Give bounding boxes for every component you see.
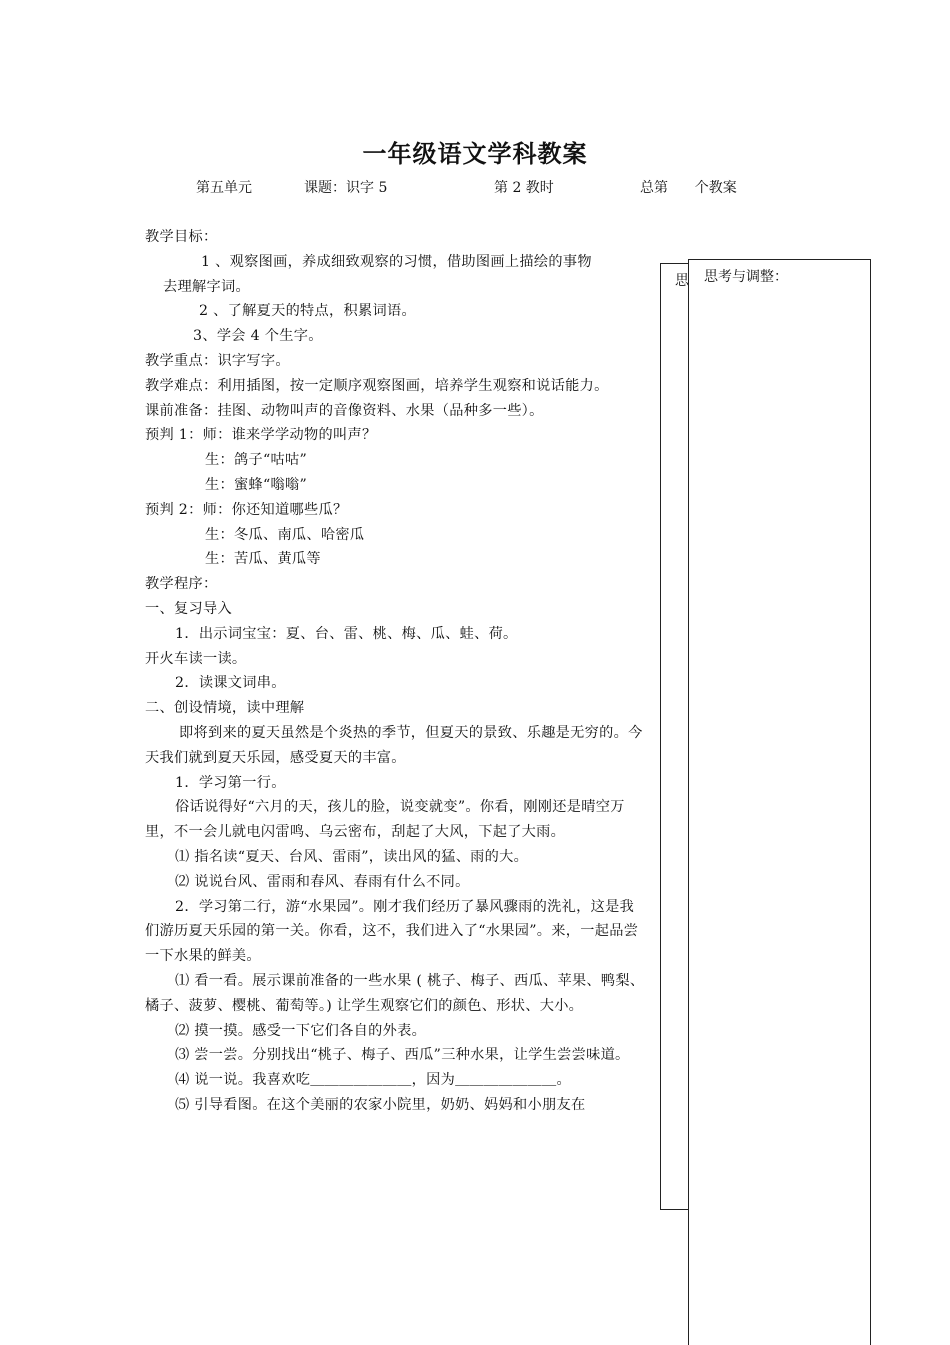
text-line: ⑴ 看一看。展示课前准备的一些水果 ( 桃子、梅子、西瓜、苹果、鸭梨、橘子、菠萝、樱桃、葡萄等。) 让学生观察它们的颜色、形状、大小。 [145, 972, 645, 1014]
notes-margin-frame [660, 263, 689, 1210]
text-line: 预判 2：师：你还知道哪些瓜？ [145, 501, 348, 518]
unit-label: 第五单元 [196, 180, 252, 196]
notes-cut-label: 思 [675, 273, 689, 289]
text-line: 预判 1：师：谁来学学动物的叫声？ [145, 427, 377, 444]
text-line: ⑷ 说一说。我喜欢吃＿＿＿＿＿＿＿，因为＿＿＿＿＿＿＿。 [175, 1072, 571, 1089]
text-line: ⑴ 指名读“夏天、台风、雷雨”，读出风的猛、雨的大。 [175, 848, 529, 865]
text-line: 二、创设情境，读中理解 [145, 700, 305, 717]
lesson-body [145, 225, 648, 1118]
topic-label: 课题：识字 5 [304, 180, 388, 196]
text-line: 去理解字词。 [163, 278, 250, 295]
text-line: 教学难点：利用插图，按一定顺序观察图画，培养学生观察和说话能力。 [145, 377, 609, 394]
text-line: 俗话说得好“六月的天，孩儿的脸，说变就变”。你看，刚刚还是晴空万里，不一会儿就电闪雷鸣、乌云密布，刮起了大风，下起了大雨。 [145, 799, 625, 841]
text-line: 2．学习第二行，游“水果园”。刚才我们经历了暴风骤雨的洗礼，这是我们游历夏天乐园的第一关。你看，这不，我们进入了“水果园”。来，一起品尝一下水果的鲜美。 [145, 898, 639, 965]
text-line: 生：蜜蜂“嗡嗡” [205, 476, 308, 493]
text-line: 1．出示词宝宝：夏、台、雷、桃、梅、瓜、蛙、荷。 [175, 625, 518, 642]
notes-box [688, 259, 871, 1345]
text-line: ⑸ 引导看图。在这个美丽的农家小院里，奶奶、妈妈和小朋友在 [175, 1096, 586, 1113]
text-line: 生：鸽子“咕咕” [205, 452, 308, 469]
text-line: 教学目标： [145, 229, 218, 245]
text-line: 1．学习第一行。 [175, 774, 286, 791]
text-line: 2 、了解夏天的特点，积累词语。 [199, 303, 416, 320]
text-line: ⑵ 说说台风、雷雨和春风、春雨有什么不同。 [175, 873, 470, 890]
period-label: 第 2 教时 [494, 180, 554, 196]
text-line: 教学程序： [145, 576, 218, 593]
text-line: 生：苦瓜、黄瓜等 [205, 551, 321, 568]
text-line: 3、学会 4 个生字。 [193, 328, 323, 345]
text-line: 即将到来的夏天虽然是个炎热的季节，但夏天的景致、乐趣是无穷的。今天我们就到夏天乐园，感受夏天的丰富。 [145, 724, 643, 766]
text-line: 一、复习导入 [145, 600, 232, 617]
notes-label: 思考与调整： [704, 269, 788, 285]
text-line: 1 、观察图画，养成细致观察的习惯，借助图画上描绘的事物 [201, 253, 592, 270]
text-line: 2．读课文词串。 [175, 675, 286, 692]
text-line: ⑶ 尝一尝。分别找出“桃子、梅子、西瓜”三种水果，让学生尝尝味道。 [175, 1047, 630, 1064]
text-line: 课前准备：挂图、动物叫声的音像资料、水果（品种多一些）。 [145, 402, 544, 419]
page-title: 一年级语文学科教案 [362, 139, 588, 168]
total-label: 总第 个教案 [640, 180, 737, 196]
text-line: 开火车读一读。 [145, 650, 247, 667]
text-line: 教学重点：识字写字。 [145, 352, 290, 369]
text-line: 生：冬瓜、南瓜、哈密瓜 [205, 526, 365, 543]
text-line: ⑵ 摸一摸。感受一下它们各自的外表。 [175, 1022, 427, 1039]
